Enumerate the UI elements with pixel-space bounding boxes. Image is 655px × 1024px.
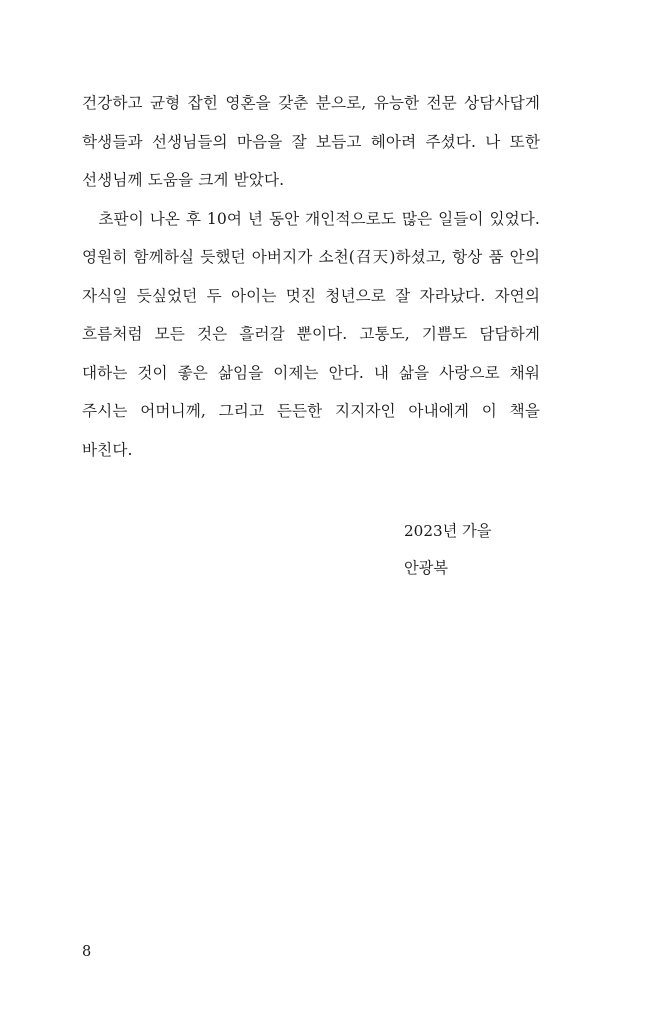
paragraph-2: 초판이 나온 후 10여 년 동안 개인적으로도 많은 일들이 있었다. 영원히 함께하실 듯했던 아버지가 소천(召天)하셨고, 항상 품 안의 자식일 듯싶었던 두 아이는 멋진 청년으로 잘 자라났다. 자연의 흐름처럼 모든 것은 흘러갈 뿐이다. 고통도, 기쁨도 담담하게 대하는 것이 좋은 삶임을 이제는 안다. 내 삶을 사랑으로 채워 주시는 어머니께, 그리고 든든한 지지자인 아내에게 이 책을 바친다. xyxy=(82,209,540,459)
page-number: 8 xyxy=(82,944,92,960)
paragraph-1: 건강하고 균형 잡힌 영혼을 갖춘 분으로, 유능한 전문 상담사답게 학생들과 선생님들의 마음을 잘 보듬고 헤아려 주셨다. 나 또한 선생님께 도움을 크게 받았다. xyxy=(82,94,540,189)
signature-block xyxy=(82,513,540,587)
signature-date: 2023년 가을 xyxy=(404,522,492,540)
signature-author: 안광복 xyxy=(404,559,449,577)
page-content xyxy=(82,84,540,587)
